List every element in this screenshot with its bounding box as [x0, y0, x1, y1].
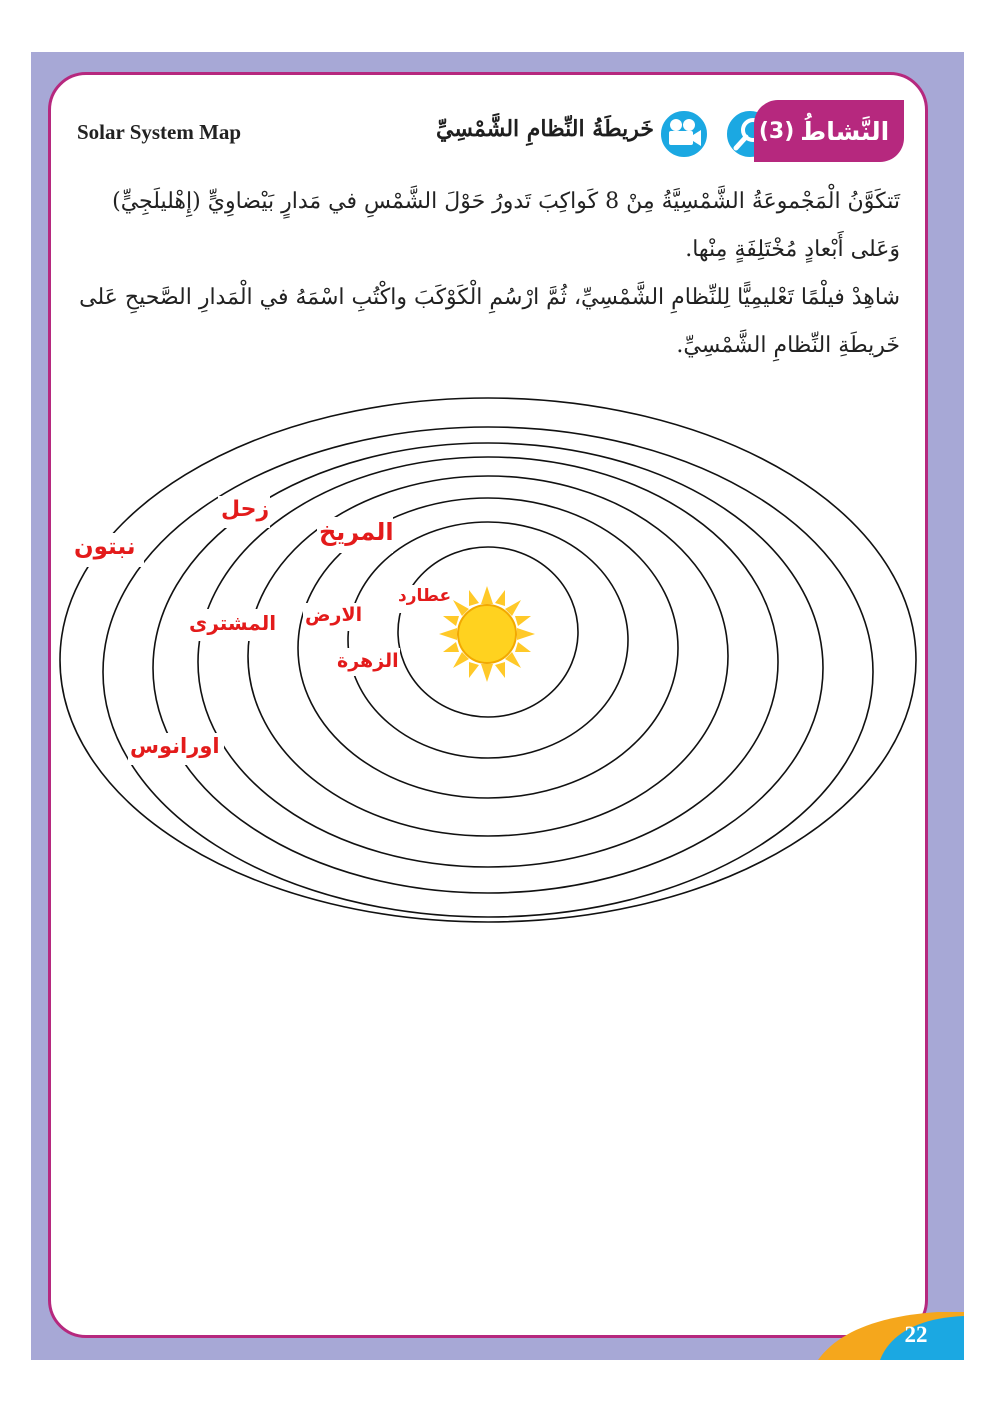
- page-number: 22: [904, 1322, 928, 1347]
- planet-label-mercury: عطارد: [398, 586, 452, 606]
- activity-label: النَّشاطُ: [800, 116, 890, 146]
- planet-label-uranus: اورانوس: [130, 734, 220, 758]
- activity-title: خَريطَةُ النِّظامِ الشَّمْسِيِّ: [436, 116, 654, 142]
- planet-label-saturn: زحل: [221, 497, 270, 522]
- planet-label-jupiter: المشترى: [189, 611, 277, 635]
- planet-label-neptune: نبتون: [74, 534, 136, 560]
- sun-icon: [439, 586, 535, 682]
- planet-label-earth: الارض: [305, 604, 363, 626]
- english-title: Solar System Map: [77, 120, 242, 144]
- intro-paragraph: تَتكَوَّنُ الْمَجْموعَةُ الشَّمْسِيَّةُ مِنْ 8 كَواكِبَ تَدورُ حَوْلَ الشَّمْسِ في مَدارٍ بَيْضاوِيٍّ (إِهْليلَجِيٍّ) وَعَلى أَبْعادٍ مُخْتَلِفَةٍ مِنْها.: [112, 189, 900, 262]
- activity-number: (3): [758, 118, 795, 144]
- instruction-paragraph: شاهِدْ فيلْمًا تَعْليمِيًّا لِلنِّظامِ الشَّمْسِيِّ، ثُمَّ ارْسُمِ الْكَوْكَبَ واكْتُبِ اسْمَهُ في الْمَدارِ الصَّحيحِ عَلى خَريطَةِ النِّظامِ الشَّمْسِيِّ.: [79, 285, 900, 358]
- planet-label-mars: المريخ: [319, 518, 394, 546]
- planet-label-venus: الزهرة: [337, 650, 399, 672]
